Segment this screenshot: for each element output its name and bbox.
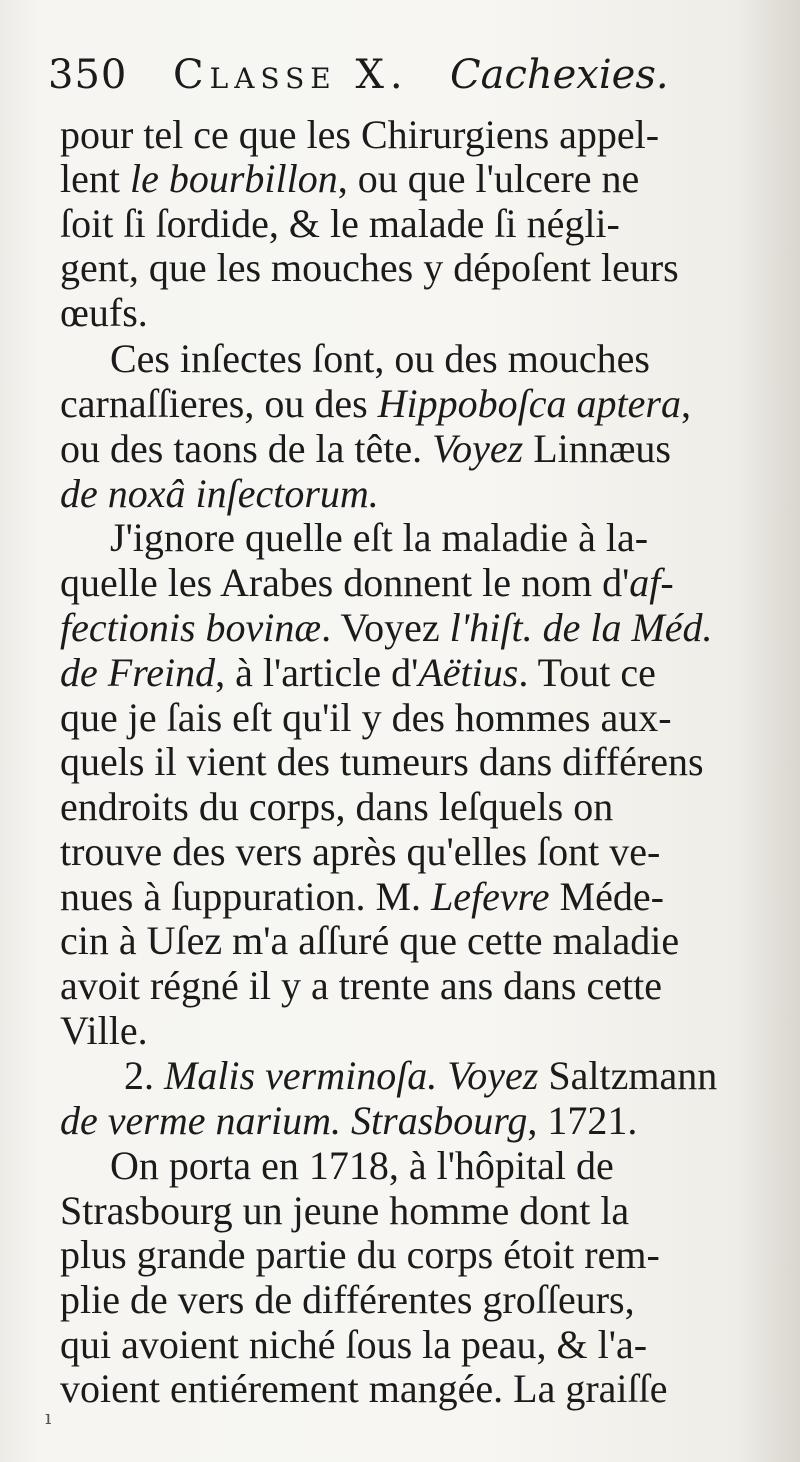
roman-text: nues à ſuppuration. M. — [60, 874, 432, 919]
text-line — [60, 739, 704, 785]
roman-text: cin à Uſez m'a aſſuré que cette maladie — [60, 918, 680, 963]
roman-text: que je ſais eſt qu'il y des hommes aux- — [60, 695, 672, 740]
text-line — [60, 471, 379, 517]
roman-text: Ville. — [60, 1008, 148, 1053]
roman-text: voient entiérement mangée. La graiſſe — [60, 1366, 668, 1411]
roman-text: . Tout ce — [518, 650, 656, 695]
text-line — [60, 695, 672, 741]
text-line — [60, 426, 671, 472]
roman-text: J'ignore quelle eſt la maladie à la- — [110, 515, 649, 560]
text-line — [60, 201, 620, 247]
italic-text: de noxâ inſectorum. — [60, 471, 379, 516]
italic-text: Voyez — [432, 426, 524, 471]
text-line — [124, 1053, 717, 1099]
text-line — [60, 156, 639, 202]
roman-text: œufs. — [60, 290, 148, 335]
roman-text: Linnæus — [523, 426, 671, 471]
text-line — [60, 1366, 668, 1412]
text-line — [60, 245, 679, 291]
roman-text: quels il vient des tumeurs dans différens — [60, 739, 704, 784]
text-line — [60, 112, 659, 158]
roman-text: Strasbourg un jeune homme dont la — [60, 1188, 630, 1233]
text-line — [60, 605, 713, 651]
roman-text: avoit régné il y a trente ans dans cette — [60, 963, 662, 1008]
text-line — [60, 1188, 629, 1234]
text-line — [60, 1008, 148, 1054]
roman-text: lent — [60, 156, 130, 201]
text-line — [60, 874, 664, 920]
italic-text: Hippoboſca aptera — [377, 381, 681, 426]
roman-text: Méde- — [549, 874, 664, 919]
running-header — [48, 46, 768, 106]
italic-text: l'hiſt. de la Méd. — [449, 605, 713, 650]
roman-text: ou des taons de la tête. — [60, 426, 433, 471]
roman-text: endroits du corps, dans leſquels on — [60, 784, 614, 829]
text-line — [60, 1098, 637, 1144]
roman-text: plie de vers de différentes groſſeurs, — [60, 1277, 635, 1322]
text-line — [60, 560, 674, 606]
roman-text: gent, que les mouches y dépoſent leurs — [60, 245, 679, 290]
roman-text: quelle les Arabes donnent le nom d' — [60, 560, 630, 605]
roman-text: ſoit ſi ſordide, & le malade ſi négli- — [60, 201, 620, 246]
roman-text: . Voyez — [321, 605, 450, 650]
roman-text: , 1721. — [527, 1098, 638, 1143]
roman-text: Ces inſectes ſont, ou des mouches — [110, 336, 650, 381]
text-line — [60, 290, 148, 336]
italic-text: Malis verminoſa. Voyez — [164, 1053, 539, 1098]
roman-text: trouve des vers après qu'elles ſont ve- — [60, 829, 661, 874]
italic-text: af- — [629, 560, 674, 605]
text-line — [110, 515, 648, 561]
text-line — [60, 918, 679, 964]
roman-text: , à l'article d' — [215, 650, 419, 695]
text-line — [60, 650, 656, 696]
text-line — [60, 381, 691, 427]
italic-text: de verme narium. Strasbourg — [60, 1098, 528, 1143]
text-line — [110, 1143, 614, 1189]
class-title: Classe X. — [173, 52, 409, 98]
roman-text: qui avoient niché ſous la peau, & l'a- — [60, 1322, 648, 1367]
italic-text: fectionis bovinæ — [60, 605, 322, 650]
italic-text: de Freind — [60, 650, 216, 695]
roman-text: Saltzmann — [538, 1053, 718, 1098]
text-line — [60, 829, 660, 875]
roman-text: On porta en 1718, à l'hôpital de — [110, 1143, 614, 1188]
italic-text: Lefevre — [431, 874, 550, 919]
running-title: Cachexies. — [450, 52, 669, 98]
margin-mark: ı — [45, 1405, 52, 1429]
italic-text: le bourbillon — [129, 156, 338, 201]
roman-text: , — [680, 381, 691, 426]
roman-text: pour tel ce que les Chirurgiens appel- — [60, 112, 660, 157]
text-line — [60, 963, 662, 1009]
page-number: 350 — [48, 52, 128, 98]
text-line — [60, 784, 613, 830]
italic-text: Aëtius — [418, 650, 519, 695]
text-line — [60, 1322, 647, 1368]
roman-text: carnaſſieres, ou des — [60, 381, 378, 426]
roman-text: 2. — [124, 1053, 164, 1098]
text-line — [60, 1277, 635, 1323]
text-line — [110, 336, 650, 382]
text-line — [60, 1232, 660, 1278]
roman-text: , ou que l'ulcere ne — [337, 156, 640, 201]
roman-text: plus grande partie du corps étoit rem- — [60, 1232, 660, 1277]
